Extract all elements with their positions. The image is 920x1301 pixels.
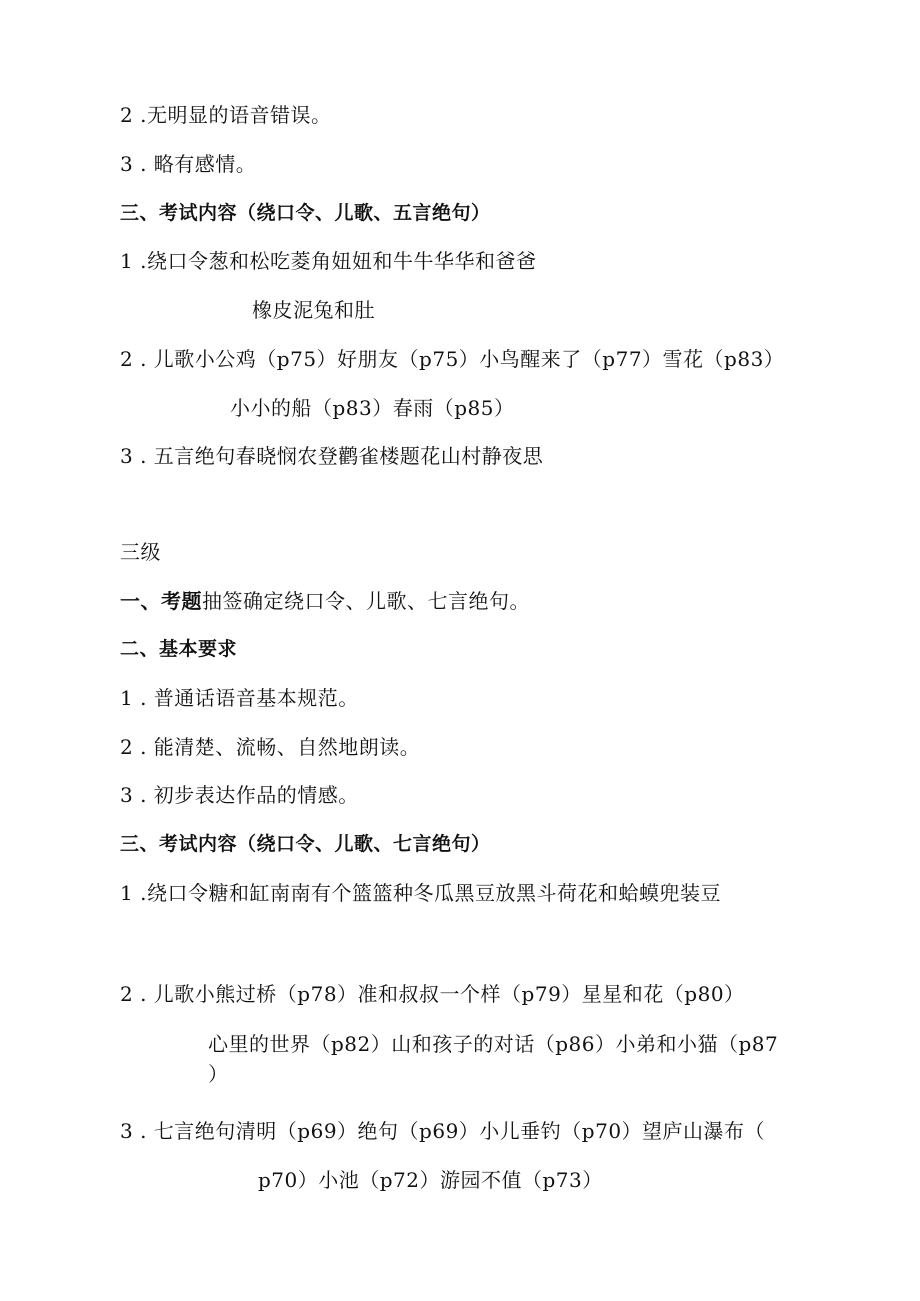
text-line: 3 . 七言绝句清明（p69）绝句（p69）小儿垂钓（p70）望庐山瀑布（ [120, 1119, 766, 1143]
text-line: 2 . 能清楚、流畅、自然地朗读。 [120, 735, 421, 759]
text-line: 2 . 儿歌小熊过桥（p78）准和叔叔一个样（p79）星星和花（p80） [120, 982, 745, 1006]
text-line: 1 .绕口令葱和松吃菱角妞妞和牛牛华华和爸爸 [120, 249, 537, 273]
text-line [120, 587, 530, 615]
text-line: 2 . 儿歌小公鸡（p75）好朋友（p75）小鸟醒来了（p77）雪花（p83） [120, 347, 785, 371]
section-heading: 二、基本要求 [120, 638, 238, 660]
text-line: 3 . 五言绝句春晓悯农登鹳雀楼题花山村静夜思 [120, 444, 544, 468]
level-title: 三级 [120, 540, 161, 564]
text-line: 1 . 普通话语音基本规范。 [120, 686, 359, 710]
text-line: 3 . 略有感情。 [120, 152, 257, 176]
section-heading: 三、考试内容（绕口令、儿歌、七言绝句） [120, 833, 491, 855]
bold-prefix: 一、考题 [120, 589, 202, 613]
text-line: 小小的船（p83）春雨（p85） [230, 396, 515, 420]
section-heading: 三、考试内容（绕口令、儿歌、五言绝句） [120, 202, 491, 224]
text-line: 1 .绕口令糖和缸南南有个篮篮种冬瓜黑豆放黑斗荷花和蛤蟆兜装豆 [120, 881, 721, 905]
text-line: 心里的世界（p82）山和孩子的对话（p86）小弟和小猫（p87 [208, 1032, 779, 1056]
text-line: p70）小池（p72）游园不值（p73） [258, 1168, 603, 1192]
text-rest: 抽签确定绕口令、儿歌、七言绝句。 [202, 589, 530, 613]
text-line: 2 .无明显的语音错误。 [120, 103, 332, 127]
text-line: ） [208, 1062, 229, 1086]
text-line: 橡皮泥兔和肚 [252, 298, 375, 322]
text-line: 3 . 初步表达作品的情感。 [120, 783, 359, 807]
